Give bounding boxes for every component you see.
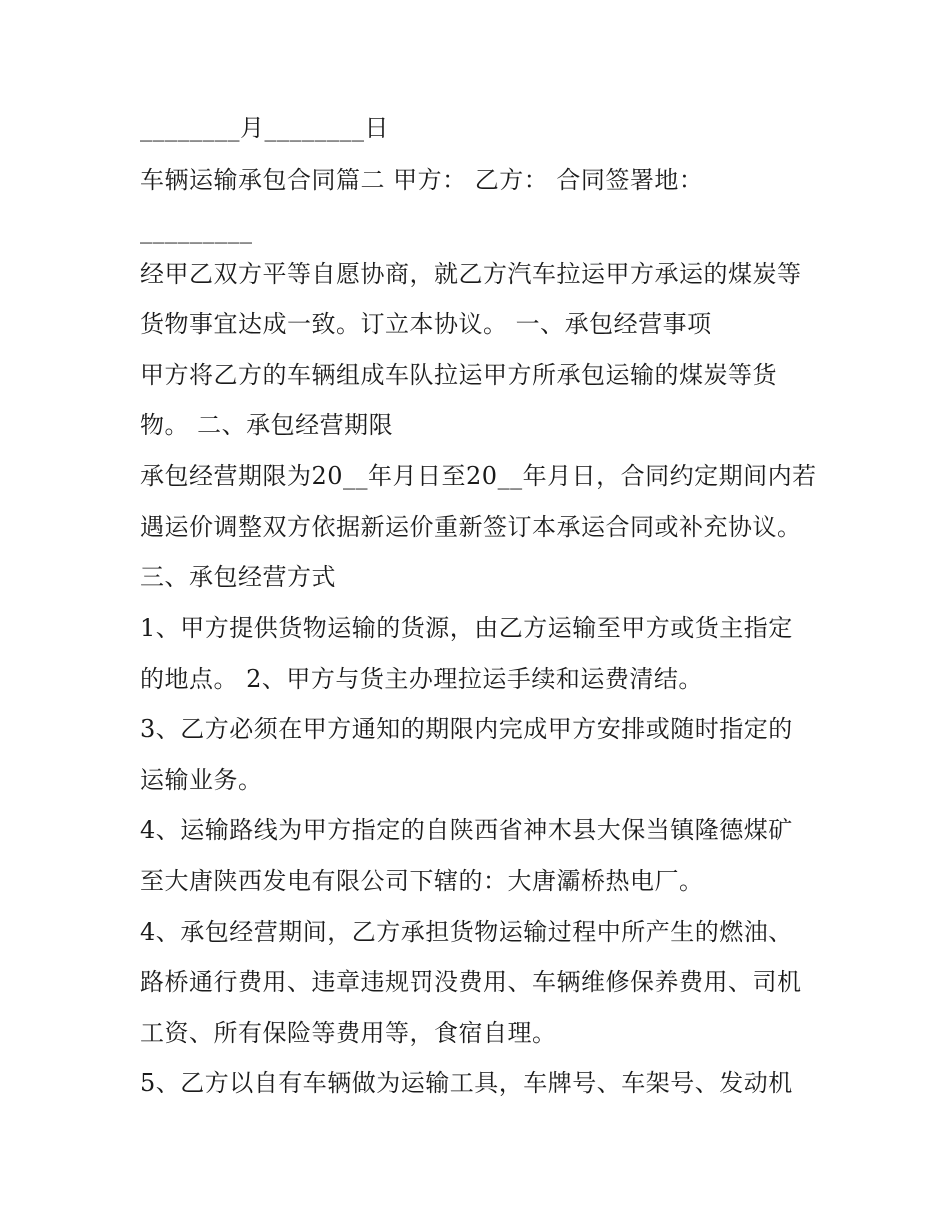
paragraph-line: 的地点。 2、甲方与货主办理拉运手续和运费清结。 [140, 665, 703, 693]
paragraph-line: 承包经营期限为20__年月日至20__年月日，合同约定期间内若 [140, 462, 817, 490]
paragraph-line: 4、承包经营期间，乙方承担货物运输过程中所产生的燃油、 [140, 918, 793, 946]
paragraph-line: 5、乙方以自有车辆做为运输工具，车牌号、车架号、发动机 [140, 1069, 793, 1097]
paragraph-line: 运输业务。 [140, 766, 263, 794]
paragraph-line: 货物事宜达成一致。订立本协议。 一、承包经营事项 [140, 310, 712, 338]
paragraph-line: 遇运价调整双方依据新运价重新签订本承运合同或补充协议。 [140, 513, 802, 541]
contract-header-line: 车辆运输承包合同篇二 甲方： 乙方： 合同签署地： [140, 166, 704, 194]
paragraph-line: 路桥通行费用、违章违规罚没费用、车辆维修保养费用、司机 [140, 968, 802, 996]
signing-place-blank: _________ [140, 216, 253, 244]
paragraph-line: 3、乙方必须在甲方通知的期限内完成甲方安排或随时指定的 [140, 715, 793, 743]
date-line: ________月________日 [140, 114, 389, 142]
paragraph-line: 甲方将乙方的车辆组成车队拉运甲方所承包运输的煤炭等货 [140, 361, 777, 389]
paragraph-line: 至大唐陕西发电有限公司下辖的：大唐灞桥热电厂。 [140, 867, 704, 895]
section-heading: 三、承包经营方式 [140, 563, 336, 591]
paragraph-line: 经甲乙双方平等自愿协商，就乙方汽车拉运甲方承运的煤炭等 [140, 260, 802, 288]
paragraph-line: 1、甲方提供货物运输的货源，由乙方运输至甲方或货主指定 [140, 614, 793, 642]
paragraph-line: 物。 二、承包经营期限 [140, 411, 394, 439]
paragraph-line: 工资、所有保险等费用等，食宿自理。 [140, 1019, 557, 1047]
paragraph-line: 4、运输路线为甲方指定的自陕西省神木县大保当镇隆德煤矿 [140, 816, 793, 844]
